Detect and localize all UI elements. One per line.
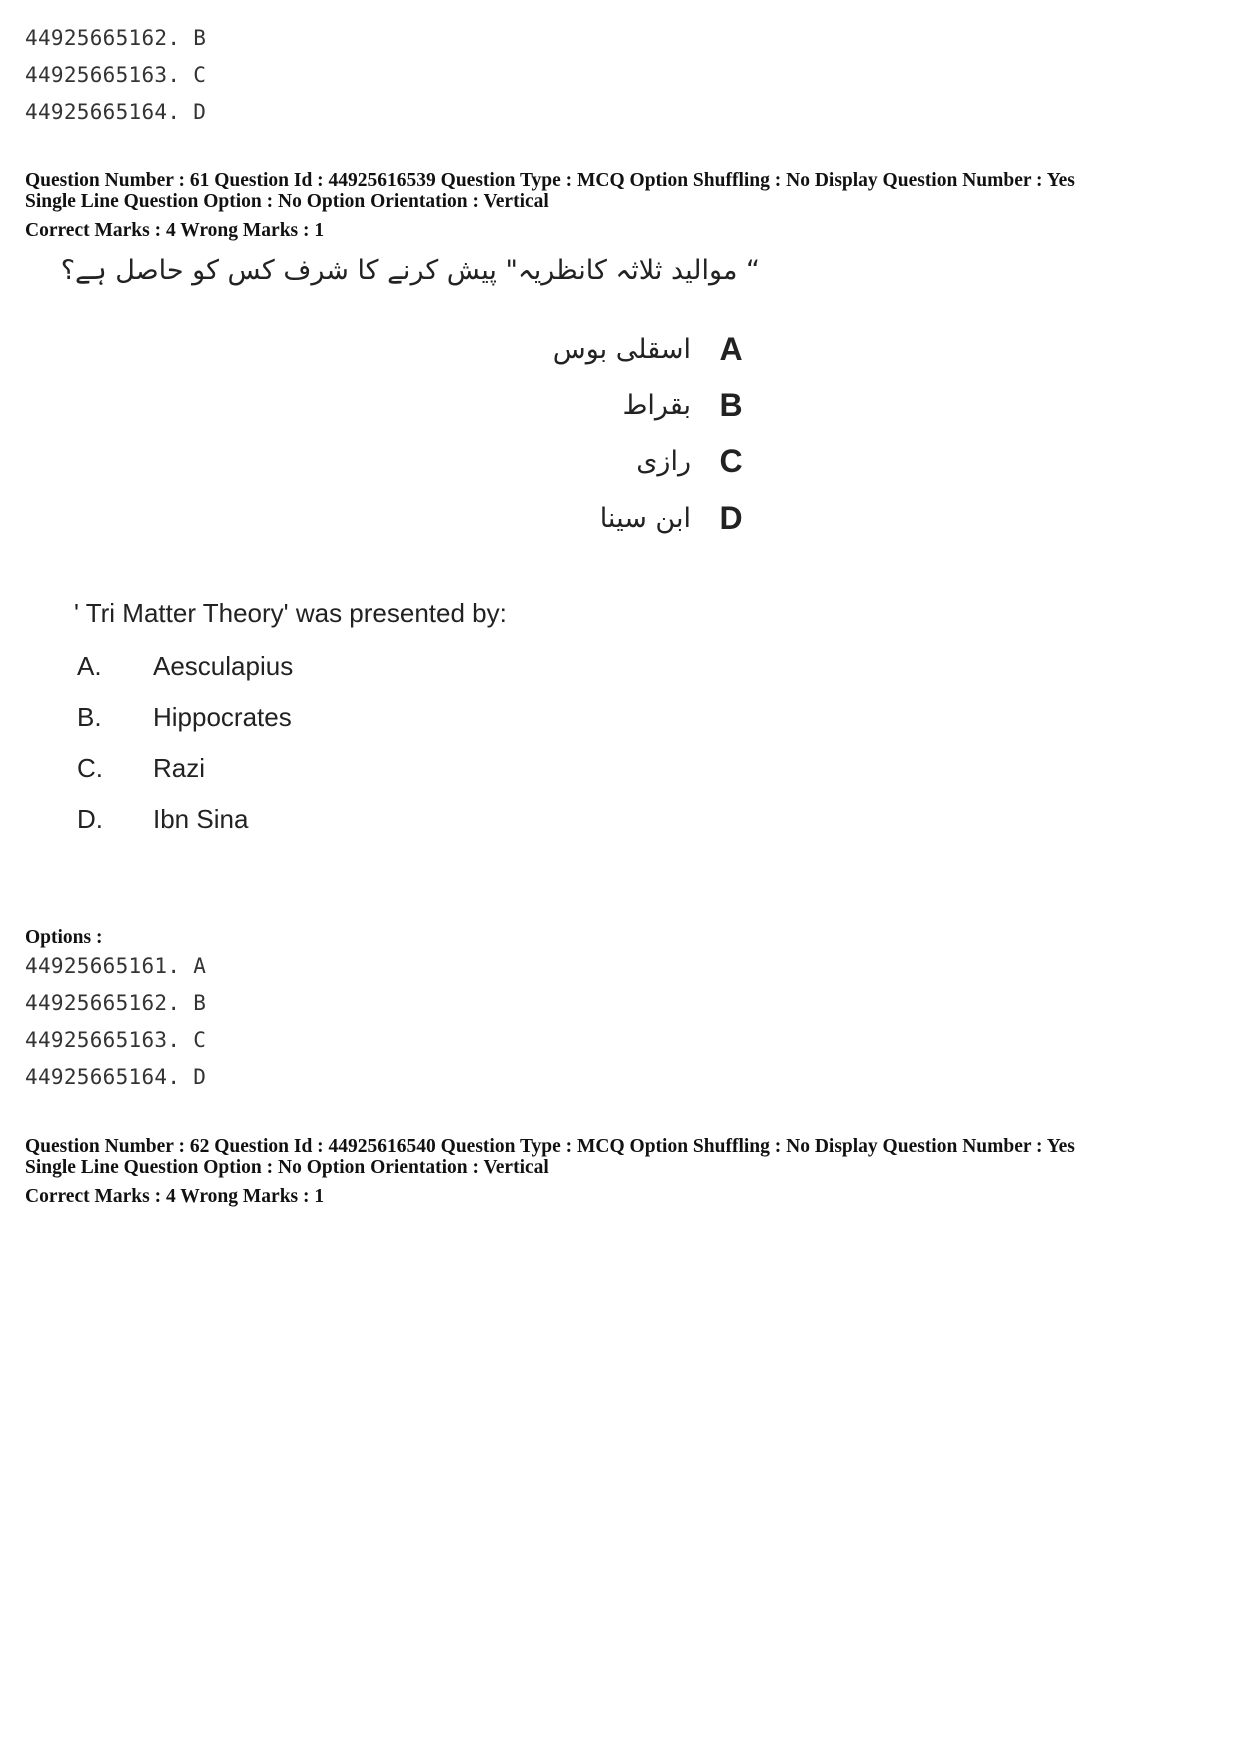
option-id-line: 44925665162. B xyxy=(25,991,207,1015)
english-option-letter: B. xyxy=(77,701,102,732)
option-id-line: 44925665161. A xyxy=(25,954,207,978)
option-id-line: 44925665162. B xyxy=(25,26,207,50)
urdu-option-c xyxy=(345,439,745,483)
urdu-option-letter: D xyxy=(719,499,743,536)
urdu-option-a xyxy=(345,327,745,371)
option-id-line: 44925665164. D xyxy=(25,100,207,124)
option-id-line: 44925665164. D xyxy=(25,1065,207,1089)
english-option-text: Hippocrates xyxy=(153,701,292,732)
urdu-option-text: ابن سینا xyxy=(599,502,691,534)
option-id-line: 44925665163. C xyxy=(25,63,207,87)
english-option-a xyxy=(77,648,293,684)
question-61-meta xyxy=(25,170,1075,212)
question-61-marks: Correct Marks : 4 Wrong Marks : 1 xyxy=(25,220,325,241)
question-62-meta xyxy=(25,1136,1075,1178)
urdu-option-b xyxy=(345,383,745,427)
english-option-c xyxy=(77,750,205,786)
english-option-letter: C. xyxy=(77,752,103,783)
question-meta-line: Question Number : 61 Question Id : 44925616539 Question Type : MCQ Option Shuffling : No Display Question Number : Yes xyxy=(25,170,1075,191)
english-option-text: Ibn Sina xyxy=(153,803,249,834)
urdu-option-letter: C xyxy=(719,442,743,479)
option-id-line: 44925665163. C xyxy=(25,1028,207,1052)
question-meta-line: Question Number : 62 Question Id : 44925616540 Question Type : MCQ Option Shuffling : No Display Question Number : Yes xyxy=(25,1136,1075,1157)
urdu-option-text: اسقلی بوس xyxy=(552,333,691,365)
options-heading: Options : xyxy=(25,927,103,948)
english-option-d xyxy=(77,801,248,837)
urdu-option-text: رازی xyxy=(636,445,691,477)
question-meta-line: Single Line Question Option : No Option Orientation : Vertical xyxy=(25,191,549,212)
urdu-option-d xyxy=(345,496,745,540)
english-option-letter: D. xyxy=(77,803,103,834)
urdu-option-letter: A xyxy=(719,330,743,367)
english-option-letter: A. xyxy=(77,650,102,681)
english-option-text: Razi xyxy=(153,752,206,783)
urdu-option-letter: B xyxy=(719,386,743,423)
question-62-marks: Correct Marks : 4 Wrong Marks : 1 xyxy=(25,1186,325,1207)
english-option-b xyxy=(77,699,292,735)
urdu-question-text: “ موالید ثلاثہ کانظریہ" پیش کرنے کا شرف کس کو حاصل ہے؟ xyxy=(60,255,760,286)
urdu-option-text: بقراط xyxy=(622,389,691,421)
english-question-text: ' Tri Matter Theory' was presented by: xyxy=(74,598,507,628)
english-option-text: Aesculapius xyxy=(153,650,294,681)
question-meta-line: Single Line Question Option : No Option Orientation : Vertical xyxy=(25,1157,549,1178)
